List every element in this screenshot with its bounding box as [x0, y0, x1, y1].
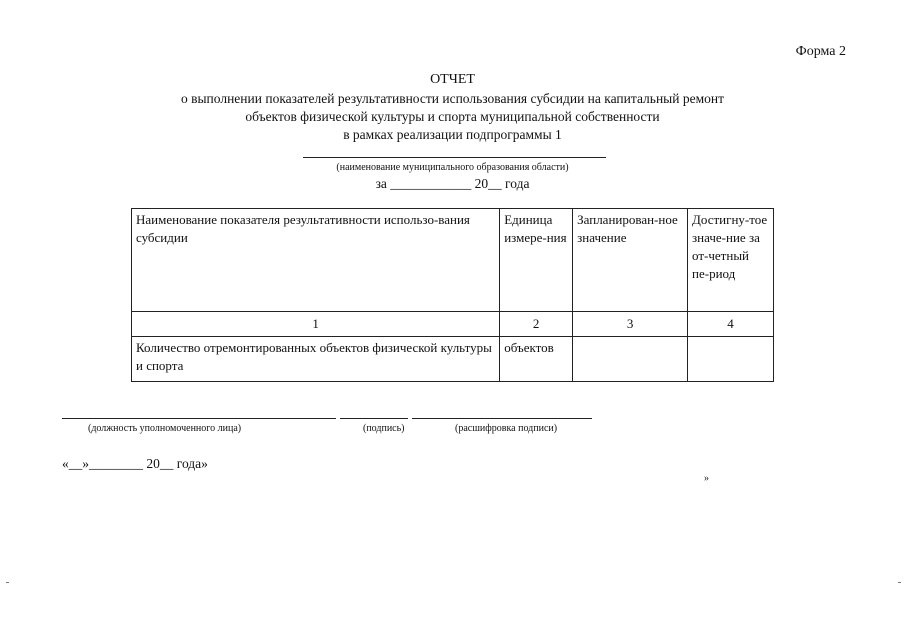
document-subtitle-line-1: о выполнении показателей результативности использования субсидии на капитальный ремонт: [180, 91, 724, 106]
header-achieved-value: Достигну-тое значе-ние за от-четный пе-риод: [688, 209, 774, 312]
header-indicator-name: Наименование показателя результативности использо-вания субсидии: [132, 209, 500, 312]
indicators-table: [131, 208, 774, 382]
signature-caption: (подпись): [363, 423, 405, 434]
position-blank-line: [62, 418, 336, 419]
header-planned-value: Запланирован-ное значение: [573, 209, 688, 312]
document-subtitle-line-3: в рамках реализации подпрограммы 1: [343, 127, 562, 142]
column-number-3: 3: [573, 312, 688, 337]
header-unit: Единица измере-ния: [500, 209, 573, 312]
form-number-label: Форма 2: [795, 44, 846, 59]
achieved-value-cell: [688, 337, 774, 382]
table-column-numbers-row: [132, 312, 774, 337]
position-caption: (должность уполномоченного лица): [88, 423, 242, 434]
column-number-2: 2: [500, 312, 573, 337]
municipality-blank-line: [303, 157, 606, 158]
column-number-4: 4: [688, 312, 774, 337]
column-number-1: 1: [132, 312, 500, 337]
document-subtitle-line-2: объектов физической культуры и спорта муниципальной собственности: [245, 109, 660, 124]
table-row: [132, 337, 774, 382]
scan-edge-mark-right: [898, 582, 901, 583]
signature-blank-line: [340, 418, 408, 419]
planned-value-cell: [573, 337, 688, 382]
decoding-caption: (расшифровка подписи): [455, 423, 558, 434]
unit-cell: объектов: [500, 337, 573, 382]
indicator-cell: Количество отремонтированных объектов физической культуры и спорта: [132, 337, 500, 382]
scan-edge-mark-left: [6, 582, 9, 583]
reporting-period-line: за ____________ 20__ года: [375, 176, 530, 191]
signature-date-line: «__»________ 20__ года»: [62, 456, 208, 471]
table-header-row: [132, 209, 774, 312]
signature-decoding-blank-line: [412, 418, 592, 419]
stray-quote-mark: »: [704, 473, 709, 484]
municipality-caption: (наименование муниципального образования области): [336, 162, 569, 173]
document-title: ОТЧЕТ: [430, 72, 475, 87]
